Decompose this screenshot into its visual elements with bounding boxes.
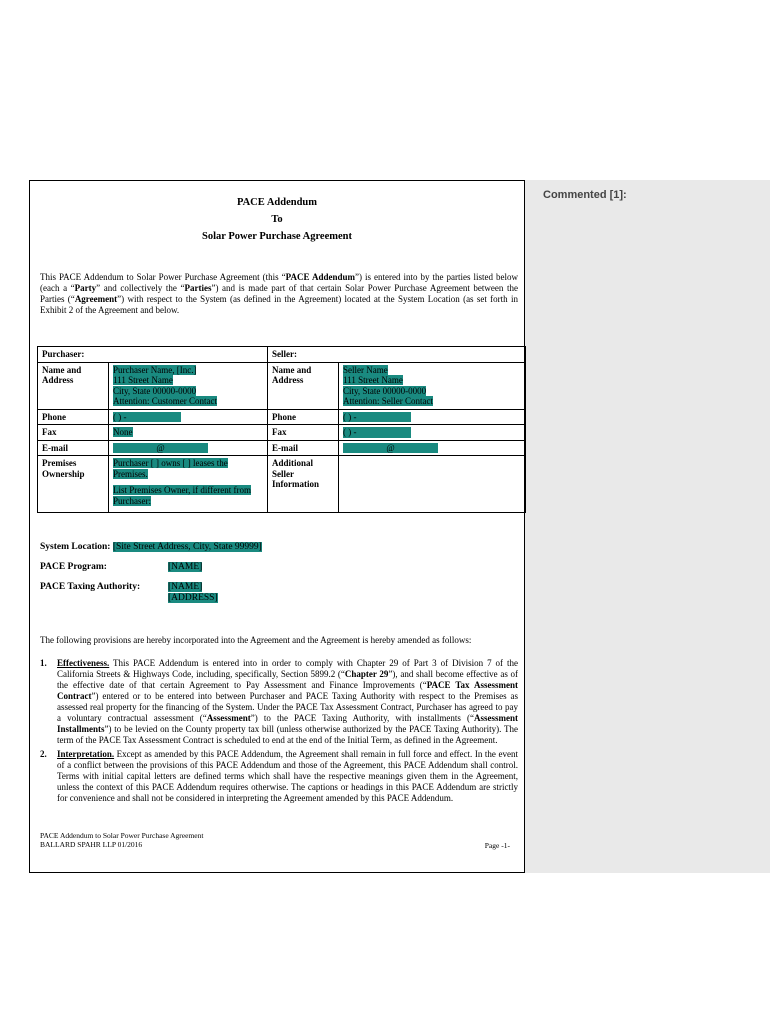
seller-value-text[interactable]: City, State 00000-0000 [343, 385, 427, 396]
text-run: ”), and shall become effective as of the effective date of that certain Agreement to Pay Assessment and Finance Improvements (“ [57, 669, 518, 690]
comment-pane-label: Commented [1]: [543, 189, 627, 201]
purchaser-field-label: Phone [38, 409, 109, 425]
seller-field-value[interactable] [339, 425, 526, 441]
purchaser-value-text[interactable]: ( ) - [113, 412, 181, 423]
text-run: ”) is entered into by the parties listed below (each a “ [40, 272, 518, 293]
party-row [38, 425, 526, 441]
seller-value-text[interactable]: ( ) - [343, 412, 411, 423]
provisions-intro: The following provisions are hereby incorporated into the Agreement and the Agreement is hereby amended as follows: [40, 635, 472, 645]
document-subtitle: Solar Power Purchase Agreement [202, 231, 352, 242]
pace-taxing-address[interactable]: [ADDRESS] [168, 593, 218, 603]
text-run: This PACE Addendum to Solar Power Purchase Agreement (this “ [40, 272, 286, 282]
seller-field-value[interactable] [339, 440, 526, 456]
system-location-label: System Location: [40, 542, 111, 552]
provision-1-number: 1. [40, 658, 47, 668]
text-run: ”) and is made part of that certain Solar Power Purchase Agreement between the Parties (“ [40, 283, 518, 304]
text-run: Interpretation. [57, 749, 115, 759]
purchaser-header: Purchaser: [38, 347, 268, 363]
text-run: Agreement [74, 294, 118, 304]
provision-2 [40, 749, 518, 804]
text-run: ”) entered or to be entered into between Purchaser and PACE Taxing Authority with respect to the Premises as assessed real property for the financing of the System. Under the PACE Tax Assessment Contract, Purchaser has agreed to pay a voluntary contractual assessment (“ [57, 691, 518, 723]
seller-header: Seller: [268, 347, 526, 363]
text-run: Party [74, 283, 97, 293]
purchaser-value-text[interactable]: None [113, 427, 133, 437]
party-row [38, 362, 526, 409]
purchaser-field-label: Premises Ownership [38, 456, 109, 513]
text-run: ”) with respect to the System (as defined in the Agreement) located at the System Location (as set forth in Exhibit 2 of the Agreement and below. [40, 294, 518, 315]
text-run: ” and collectively the “ [96, 283, 185, 293]
seller-value-text[interactable]: Attention: Seller Contact [343, 396, 433, 406]
text-run: Except as amended by this PACE Addendum, the Agreement shall remain in full force and effect. In the event of a conflict between the provisions of this PACE Addendum and those of the Agreement, this PACE Addendum shall control. Terms with initial capital letters are defined terms which shall have the respective meanings given them in the Agreement, unless the context of this PACE Addendum requires otherwise. The captions or headings in this PACE Addendum are strictly for convenience and shall not be considered in interpreting the Agreement amended by this PACE Addendum. [57, 749, 518, 803]
system-location-value[interactable]: [Site Street Address, City, State 99999] [112, 542, 262, 552]
text-run: PACE Addendum [285, 272, 356, 282]
seller-field-value[interactable] [339, 362, 526, 409]
purchaser-field-label: E-mail [38, 440, 109, 456]
pace-program-value[interactable]: [NAME] [168, 562, 203, 572]
document-subtitle-to: To [271, 214, 283, 225]
purchaser-field-value[interactable] [109, 440, 268, 456]
text-run: Parties [184, 283, 212, 293]
seller-field-value[interactable] [339, 409, 526, 425]
purchaser-field-value[interactable] [109, 362, 268, 409]
pace-program-row [40, 562, 203, 572]
parties-table [37, 346, 526, 513]
purchaser-value-text[interactable]: List Premises Owner, if different from Purchaser: [113, 485, 251, 506]
text-run: Effectiveness. [57, 658, 110, 668]
seller-value-text[interactable]: 111 Street Name [343, 375, 403, 385]
text-run: Assessment Installments [57, 713, 518, 734]
text-run: ”) to be levied on the County property tax bill (unless otherwise authorized by the PACE Taxing Authority). The term of the PACE Tax Assessment Contract is scheduled to end at the end of the Initial Term, as defined in the Agreement. [57, 724, 518, 745]
pace-program-label: PACE Program: [40, 562, 107, 572]
purchaser-field-label: Fax [38, 425, 109, 441]
page-number: Page -1- [484, 841, 510, 850]
purchaser-value-text[interactable]: @ [113, 443, 208, 454]
pace-taxing-name[interactable]: [NAME] [168, 582, 203, 592]
provision-2-number: 2. [40, 749, 47, 759]
pace-taxing-row [40, 582, 340, 603]
system-location-row [40, 542, 262, 552]
seller-value-text[interactable]: ( ) - [343, 427, 411, 438]
text-run: This PACE Addendum is entered into in order to comply with Chapter 29 of Part 3 of Division 7 of the California Streets & Highways Code, including, specifically, Section 5899.2 (“ [57, 658, 518, 679]
purchaser-field-label: Name and Address [38, 362, 109, 409]
provision-2-text [57, 749, 518, 804]
party-row [38, 456, 526, 513]
purchaser-value-text[interactable]: 111 Street Name [113, 375, 173, 385]
seller-value-text[interactable]: @ [343, 443, 438, 454]
text-run: ”) to the PACE Taxing Authority, with installments (“ [250, 713, 474, 723]
provision-1-text [57, 658, 518, 746]
document-page [29, 180, 525, 873]
pace-taxing-label: PACE Taxing Authority: [40, 582, 141, 592]
party-row [38, 440, 526, 456]
purchaser-value-text[interactable]: Attention: Customer Contact [113, 396, 217, 406]
party-row [38, 409, 526, 425]
purchaser-field-value[interactable] [109, 409, 268, 425]
provision-1 [40, 658, 518, 746]
footer-line-2: BALLARD SPAHR LLP 01/2016 [40, 840, 143, 849]
text-run: Chapter 29 [344, 669, 389, 679]
seller-field-label: Additional Seller Information [268, 456, 339, 513]
purchaser-value-text[interactable]: Purchaser [ ] owns [ ] leases the Premises. [113, 458, 228, 479]
document-footer [40, 831, 203, 849]
comment-pane [525, 180, 770, 873]
purchaser-field-value[interactable] [109, 425, 268, 441]
intro-paragraph [40, 272, 518, 316]
purchaser-field-value[interactable] [109, 456, 268, 513]
text-run: Assessment [206, 713, 251, 723]
purchaser-value-text[interactable]: Purchaser Name, [Inc.] [113, 364, 197, 375]
seller-field-label: Name and Address [268, 362, 339, 409]
purchaser-value-text[interactable]: City, State 00000-0000 [113, 385, 197, 396]
document-title: PACE Addendum [236, 197, 318, 208]
seller-field-label: Fax [268, 425, 339, 441]
seller-field-label: Phone [268, 409, 339, 425]
seller-field-label: E-mail [268, 440, 339, 456]
text-run: PACE Tax Assessment Contract [57, 680, 518, 701]
seller-field-value[interactable] [339, 456, 526, 513]
footer-line-1: PACE Addendum to Solar Power Purchase Agreement [40, 831, 204, 840]
seller-value-text[interactable]: Seller Name [343, 364, 388, 375]
